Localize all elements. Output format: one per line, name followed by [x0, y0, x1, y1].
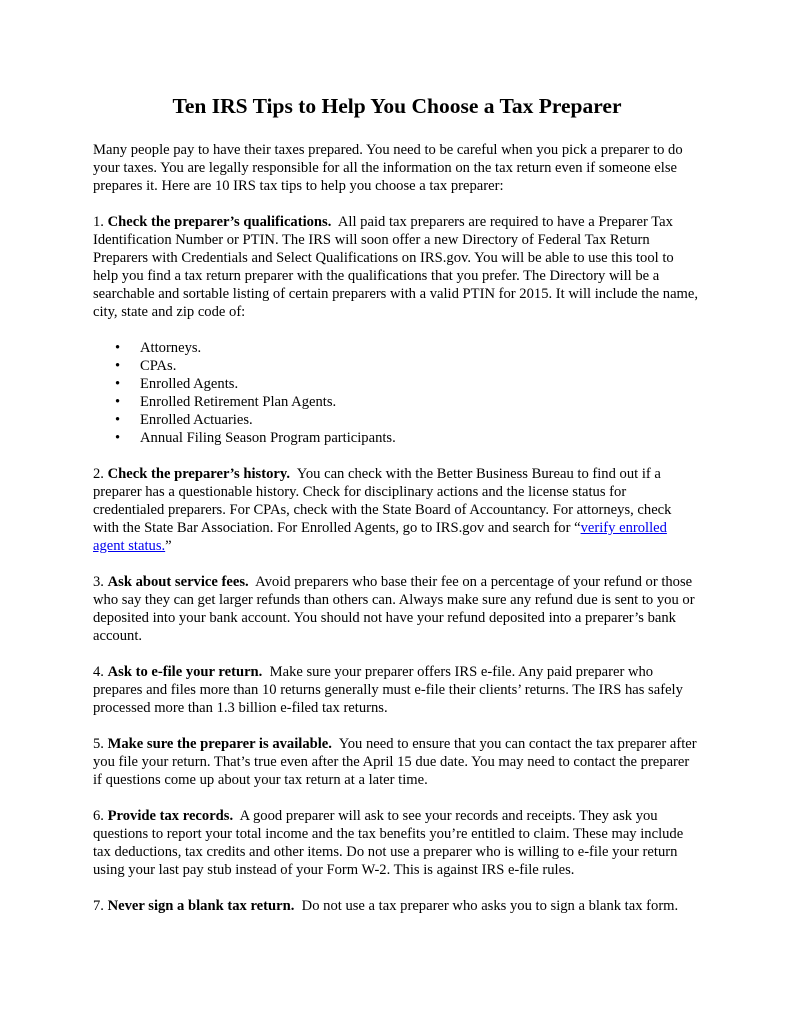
tip-7-heading: Never sign a blank tax return.	[107, 898, 295, 914]
tip-7-body: Do not use a tax preparer who asks you to sign a blank tax form.	[301, 898, 679, 914]
bullet-icon: •	[115, 376, 121, 392]
tip-2-heading: Check the preparer’s history.	[107, 466, 291, 482]
tip-4-number: 4.	[93, 664, 104, 680]
tip-1-body: All paid tax preparers are required to have a Preparer Tax Identification Number or PTIN. The IRS will soon offer a new Directory of Federal Tax Return Preparers with Credentials and Select Qualifications on IRS.gov. You will be able to use this tool to help you find a tax return preparer with the qualifications that you prefer. The Directory will be a searchable and sortable listing of certain preparers with a valid PTIN for 2015. It will include the name, city, state and zip code of:	[93, 214, 699, 320]
list-item	[93, 375, 701, 393]
bullet-icon: •	[115, 394, 121, 410]
tip-2-body: You can check with the Better Business Bureau to find out if a preparer has a questionable history. Check for disciplinary actions and the license status for credentialed preparers. For CPAs, check with the State Board of Accountancy. For attorneys, check with the State Bar Association. For Enrolled Agents, go to IRS.gov and search for “	[93, 466, 672, 536]
tip-5-number: 5.	[93, 736, 104, 752]
tip-6-number: 6.	[93, 808, 104, 824]
list-item-label: CPAs.	[140, 358, 177, 374]
tip-5	[93, 735, 701, 789]
tip-4-body: Make sure your preparer offers IRS e-file. Any paid preparer who prepares and files more than 10 returns generally must e-file their clients’ returns. The IRS has safely processed more than 1.3 billion e-filed tax returns.	[93, 664, 683, 716]
document-page	[93, 93, 701, 915]
bullet-icon: •	[115, 412, 121, 428]
list-item	[93, 339, 701, 357]
tip-4-heading: Ask to e-file your return.	[107, 664, 263, 680]
tip-6-heading: Provide tax records.	[107, 808, 234, 824]
tip-2-number: 2.	[93, 466, 104, 482]
tip-7	[93, 897, 701, 915]
list-item-label: Attorneys.	[140, 340, 202, 356]
tip-2-body-end: ”	[165, 538, 172, 554]
bullet-icon: •	[115, 430, 121, 446]
qualifications-list	[93, 339, 701, 447]
tip-7-number: 7.	[93, 898, 104, 914]
tip-3	[93, 573, 701, 645]
tip-1-number: 1.	[93, 214, 104, 230]
list-item-label: Enrolled Retirement Plan Agents.	[140, 394, 337, 410]
bullet-icon: •	[115, 340, 121, 356]
document-title: Ten IRS Tips to Help You Choose a Tax Preparer	[172, 94, 622, 118]
bullet-icon: •	[115, 358, 121, 374]
list-item	[93, 393, 701, 411]
tip-6-body: A good preparer will ask to see your records and receipts. They ask you questions to report your total income and the tax benefits you’re entitled to claim. These may include tax deductions, tax credits and other items. Do not use a preparer who is willing to e-file your return using your last pay stub instead of your Form W-2. This is against IRS e-file rules.	[93, 808, 684, 878]
tip-1-heading: Check the preparer’s qualifications.	[107, 214, 332, 230]
list-item-label: Enrolled Agents.	[140, 376, 239, 392]
list-item	[93, 429, 701, 447]
list-item	[93, 411, 701, 429]
tip-5-heading: Make sure the preparer is available.	[107, 736, 332, 752]
tip-3-body: Avoid preparers who base their fee on a percentage of your refund or those who say they can get larger refunds than others can. Always make sure any refund due is sent to you or deposited into your bank account. You should not have your refund deposited into a preparer’s bank account.	[93, 574, 695, 644]
tip-3-number: 3.	[93, 574, 104, 590]
tip-6	[93, 807, 701, 879]
tip-2	[93, 465, 701, 555]
intro-paragraph: Many people pay to have their taxes prepared. You need to be careful when you pick a preparer to do your taxes. You are legally responsible for all the information on the tax return even if someone else prepares it. Here are 10 IRS tax tips to help you choose a tax preparer:	[93, 142, 683, 194]
verify-enrolled-agent-link[interactable]: verify enrolled agent status.	[93, 520, 667, 554]
tip-4	[93, 663, 701, 717]
list-item-label: Enrolled Actuaries.	[140, 412, 253, 428]
tip-5-body: You need to ensure that you can contact the tax preparer after you file your return. That’s true even after the April 15 due date. You may need to contact the preparer if questions come up about your tax return at a later time.	[93, 736, 697, 788]
list-item	[93, 357, 701, 375]
tip-1	[93, 213, 701, 321]
tip-3-heading: Ask about service fees.	[107, 574, 249, 590]
list-item-label: Annual Filing Season Program participants.	[140, 430, 396, 446]
